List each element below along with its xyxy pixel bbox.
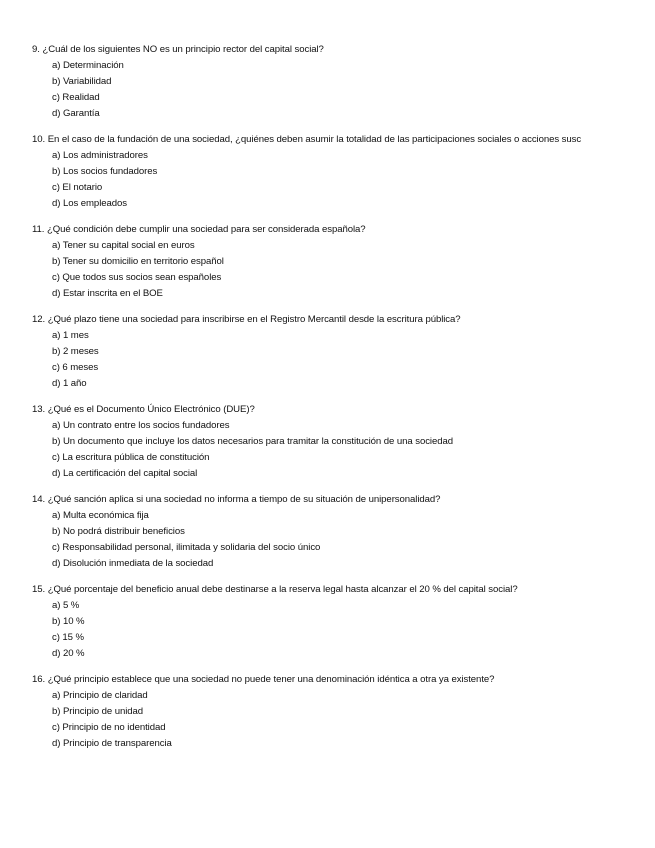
answer-option: a) Determinación bbox=[52, 60, 124, 71]
question-body: ¿Qué porcentaje del beneficio anual debe destinarse a la reserva legal hasta alcanzar el 20 % del capital social? bbox=[47, 584, 518, 595]
answer-option: d) Los empleados bbox=[52, 198, 127, 209]
answer-option: c) La escritura pública de constitución bbox=[52, 452, 210, 463]
question-text bbox=[32, 42, 655, 58]
answer-option: a) Un contrato entre los socios fundadores bbox=[52, 420, 230, 431]
answer-option: b) No podrá distribuir beneficios bbox=[52, 526, 185, 537]
answer-option: c) Realidad bbox=[52, 92, 100, 103]
answer-options bbox=[0, 418, 655, 482]
answer-option: a) Los administradores bbox=[52, 150, 148, 161]
question-text bbox=[32, 222, 655, 238]
answer-option: a) Multa económica fija bbox=[52, 510, 149, 521]
answer-options bbox=[0, 598, 655, 662]
question-number: 9. bbox=[32, 44, 40, 55]
question-11 bbox=[0, 222, 655, 302]
answer-option: d) Estar inscrita en el BOE bbox=[52, 288, 163, 299]
answer-option: a) 1 mes bbox=[52, 330, 89, 341]
question-list bbox=[0, 42, 655, 762]
answer-options bbox=[0, 148, 655, 212]
answer-option: b) Principio de unidad bbox=[52, 706, 144, 717]
question-text bbox=[32, 672, 655, 688]
question-text bbox=[32, 402, 655, 418]
answer-option: d) Garantía bbox=[52, 108, 100, 119]
question-number: 16. bbox=[32, 674, 46, 685]
answer-options bbox=[0, 58, 655, 122]
answer-option: c) 15 % bbox=[52, 632, 84, 643]
question-number: 10. bbox=[32, 134, 46, 145]
question-number: 11. bbox=[32, 224, 45, 235]
answer-option: d) 20 % bbox=[52, 648, 85, 659]
answer-option: d) Principio de transparencia bbox=[52, 738, 172, 749]
answer-option: c) Que todos sus socios sean españoles bbox=[52, 272, 222, 283]
answer-option: d) La certificación del capital social bbox=[52, 468, 198, 479]
question-body: ¿Qué condición debe cumplir una sociedad para ser considerada española? bbox=[46, 224, 366, 235]
question-9 bbox=[0, 42, 655, 122]
question-number: 14. bbox=[32, 494, 46, 505]
answer-options bbox=[0, 508, 655, 572]
answer-options bbox=[0, 238, 655, 302]
answer-option: c) El notario bbox=[52, 182, 103, 193]
question-body: ¿Cuál de los siguientes NO es un principio rector del capital social? bbox=[42, 44, 324, 55]
question-number: 12. bbox=[32, 314, 46, 325]
question-body: ¿Qué plazo tiene una sociedad para inscribirse en el Registro Mercantil desde la escritura pública? bbox=[47, 314, 461, 325]
question-16 bbox=[0, 672, 655, 752]
answer-option: b) 10 % bbox=[52, 616, 85, 627]
question-body: ¿Qué sanción aplica si una sociedad no informa a tiempo de su situación de unipersonalidad? bbox=[47, 494, 441, 505]
answer-option: b) 2 meses bbox=[52, 346, 99, 357]
answer-option: c) Principio de no identidad bbox=[52, 722, 166, 733]
question-10 bbox=[0, 132, 655, 212]
question-text bbox=[32, 492, 655, 508]
question-text bbox=[32, 312, 655, 328]
answer-option: a) 5 % bbox=[52, 600, 80, 611]
question-body: ¿Qué es el Documento Único Electrónico (DUE)? bbox=[47, 404, 255, 415]
answer-option: b) Un documento que incluye los datos necesarios para tramitar la constitución de una sociedad bbox=[52, 436, 453, 447]
answer-option: a) Principio de claridad bbox=[52, 690, 148, 701]
question-text bbox=[32, 132, 655, 148]
question-body: ¿Qué principio establece que una sociedad no puede tener una denominación idéntica a otra ya existente? bbox=[47, 674, 495, 685]
answer-options bbox=[0, 688, 655, 752]
question-12 bbox=[0, 312, 655, 392]
answer-option: c) 6 meses bbox=[52, 362, 99, 373]
question-body: En el caso de la fundación de una sociedad, ¿quiénes deben asumir la totalidad de las participaciones sociales o acciones susc bbox=[47, 134, 582, 145]
answer-option: a) Tener su capital social en euros bbox=[52, 240, 195, 251]
question-13 bbox=[0, 402, 655, 482]
question-number: 15. bbox=[32, 584, 46, 595]
answer-option: b) Tener su domicilio en territorio español bbox=[52, 256, 224, 267]
answer-option: d) Disolución inmediata de la sociedad bbox=[52, 558, 214, 569]
answer-option: c) Responsabilidad personal, ilimitada y solidaria del socio único bbox=[52, 542, 321, 553]
question-14 bbox=[0, 492, 655, 572]
answer-option: d) 1 año bbox=[52, 378, 87, 389]
answer-option: b) Los socios fundadores bbox=[52, 166, 158, 177]
question-text bbox=[32, 582, 655, 598]
answer-option: b) Variabilidad bbox=[52, 76, 112, 87]
answer-options bbox=[0, 328, 655, 392]
question-number: 13. bbox=[32, 404, 46, 415]
question-15 bbox=[0, 582, 655, 662]
